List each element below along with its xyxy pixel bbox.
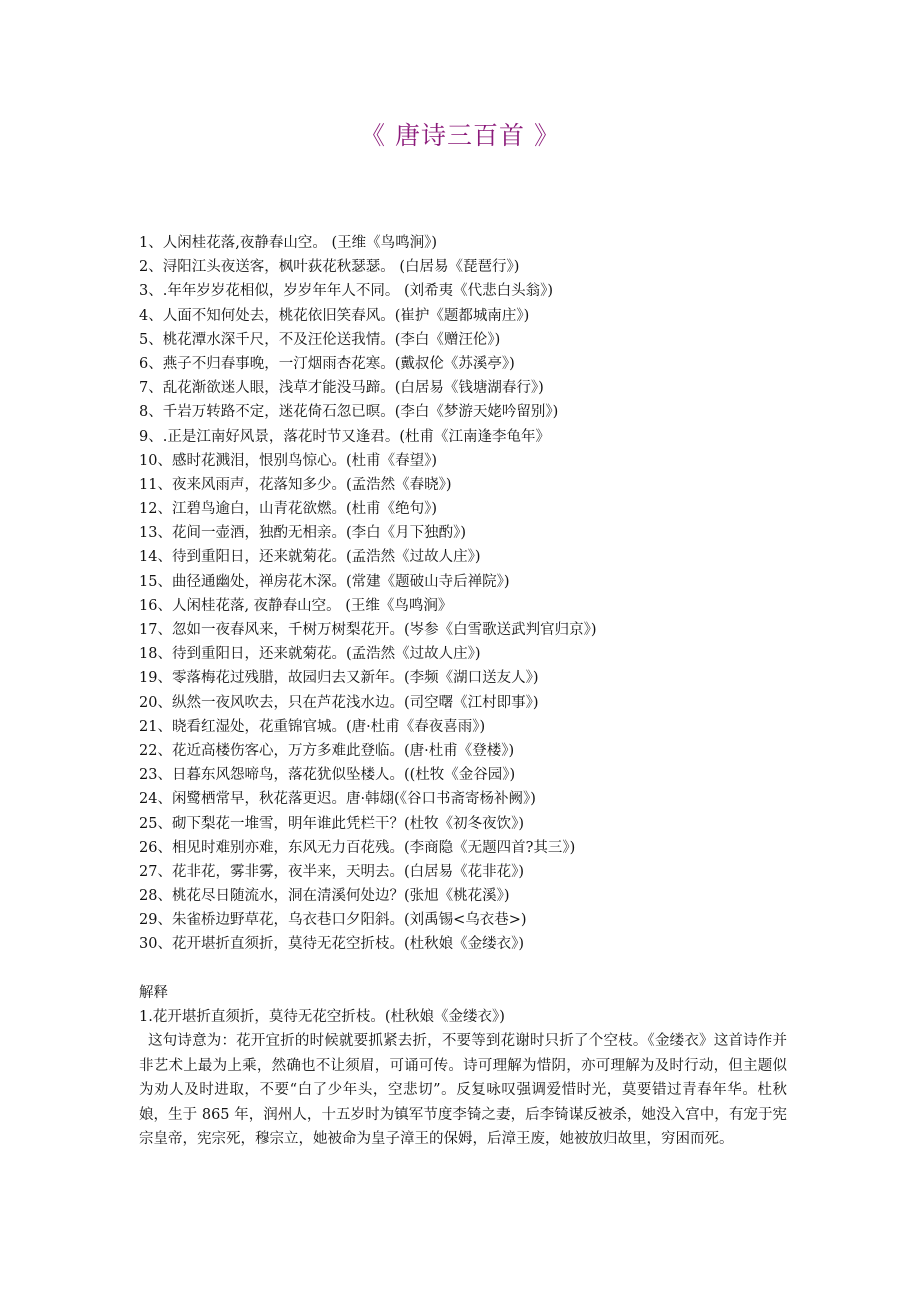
poem-line: 15、曲径通幽处，禅房花木深。(常建《题破山寺后禅院》) — [139, 573, 510, 590]
poem-line: 23、日暮东风怨啼鸟，落花犹似坠楼人。((杜牧《金谷园》) — [139, 767, 516, 784]
poem-line: 5、桃花潭水深千尺，不及汪伦送我情。(李白《赠汪伦》) — [139, 331, 501, 348]
poem-line: 14、待到重阳日，还来就菊花。(孟浩然《过故人庄》) — [139, 549, 481, 566]
poem-line: 19、零落梅花过残腊，故园归去又新年。(李频《湖口送友人》) — [139, 670, 539, 687]
poem-line: 22、花近高楼伤客心，万方多难此登临。(唐·杜甫《登楼》) — [139, 742, 515, 759]
poem-line: 18、待到重阳日，还来就菊花。(孟浩然《过故人庄》) — [139, 646, 481, 663]
poem-line: 24、闲鹭栖常早，秋花落更迟。唐·韩翃(《谷口书斋寄杨补阙》) — [139, 791, 536, 808]
poem-line: 3、.年年岁岁花相似，岁岁年年人不同。 (刘希夷《代悲白头翁》) — [139, 283, 554, 300]
poem-line: 30、花开堪折直须折，莫待无花空折枝。(杜秋娘《金缕衣》) — [139, 936, 525, 953]
poem-line: 20、纵然一夜风吹去，只在芦花浅水边。(司空曙《江村即事》) — [139, 694, 539, 711]
poem-list — [139, 231, 799, 957]
explanation-section — [139, 981, 787, 1152]
poem-line: 12、江碧鸟逾白，山青花欲燃。(杜甫《绝句》) — [139, 501, 438, 518]
poem-line: 11、夜来风雨声，花落知多少。(孟浩然《春晓》) — [139, 476, 452, 493]
page-title: 《 唐诗三百首 》 — [360, 121, 560, 150]
poem-line: 6、燕子不归春事晚，一汀烟雨杏花寒。(戴叔伦《苏溪亭》) — [139, 355, 515, 372]
poem-line: 13、花间一壶酒，独酌无相亲。(李白《月下独酌》) — [139, 525, 467, 542]
explanation-subtitle: 1.花开堪折直须折，莫待无花空折枝。(杜秋娘《金缕衣》) — [139, 1009, 505, 1025]
poem-line: 1、人闲桂花落,夜静春山空。 (王维《鸟鸣涧》) — [139, 235, 438, 251]
explanation-body: 这句诗意为：花开宜折的时候就要抓紧去折，不要等到花谢时只折了个空枝。《金缕衣》这首诗作并非艺术上最为上乘，然确也不让须眉，可诵可传。诗可理解为惜阴，亦可理解为及时行动，但主题似为劝人及时进取，不要“白了少年头，空悲切”。反复咏叹强调爱惜时光，莫要错过青春年华。杜秋娘，生于 865 年，润州人，十五岁时为镇军节度李锜之妻，后李锜谋反被杀，她没入宫中，有宠于宪宗皇帝，宪宗死，穆宗立，她被命为皇子漳王的保姆，后漳王废，她被放归故里，穷困而死。 — [139, 1033, 787, 1147]
poem-line: 2、浔阳江头夜送客，枫叶荻花秋瑟瑟。 (白居易《琵琶行》) — [139, 259, 520, 276]
poem-line: 28、桃花尽日随流水，洞在清溪何处边？(张旭《桃花溪》) — [139, 888, 510, 905]
poem-line: 16、人闲桂花落, 夜静春山空。 (王维《鸟鸣涧》 — [139, 597, 453, 614]
poem-line: 8、千岩万转路不定，迷花倚石忽已暝。(李白《梦游天姥吟留别》) — [139, 404, 559, 421]
poem-line: 7、乱花渐欲迷人眼，浅草才能没马蹄。(白居易《钱塘湖春行》) — [139, 380, 544, 397]
explanation-heading: 解释 — [139, 985, 168, 1001]
poem-line: 26、相见时难别亦难，东风无力百花残。(李商隐《无题四首?其三》) — [139, 839, 576, 856]
poem-line: 9、.正是江南好风景，落花时节又逢君。(杜甫《江南逢李龟年》 — [139, 428, 550, 445]
poem-line: 21、晓看红湿处，花重锦官城。(唐·杜甫《春夜喜雨》) — [139, 718, 486, 735]
poem-line: 10、感时花溅泪，恨别鸟惊心。(杜甫《春望》) — [139, 452, 438, 469]
poem-line: 27、花非花，雾非雾，夜半来，天明去。(白居易《花非花》) — [139, 863, 525, 880]
poem-line: 29、朱雀桥边野草花，乌衣巷口夕阳斜。(刘禹锡<乌衣巷>) — [139, 912, 527, 929]
poem-line: 17、忽如一夜春风来，千树万树梨花开。(岑参《白雪歌送武判官归京》) — [139, 622, 597, 638]
poem-line: 4、人面不知何处去，桃花依旧笑春风。(崔护《题都城南庄》) — [139, 307, 530, 324]
poem-line: 25、砌下梨花一堆雪，明年谁此凭栏干？(杜牧《初冬夜饮》) — [139, 815, 525, 832]
